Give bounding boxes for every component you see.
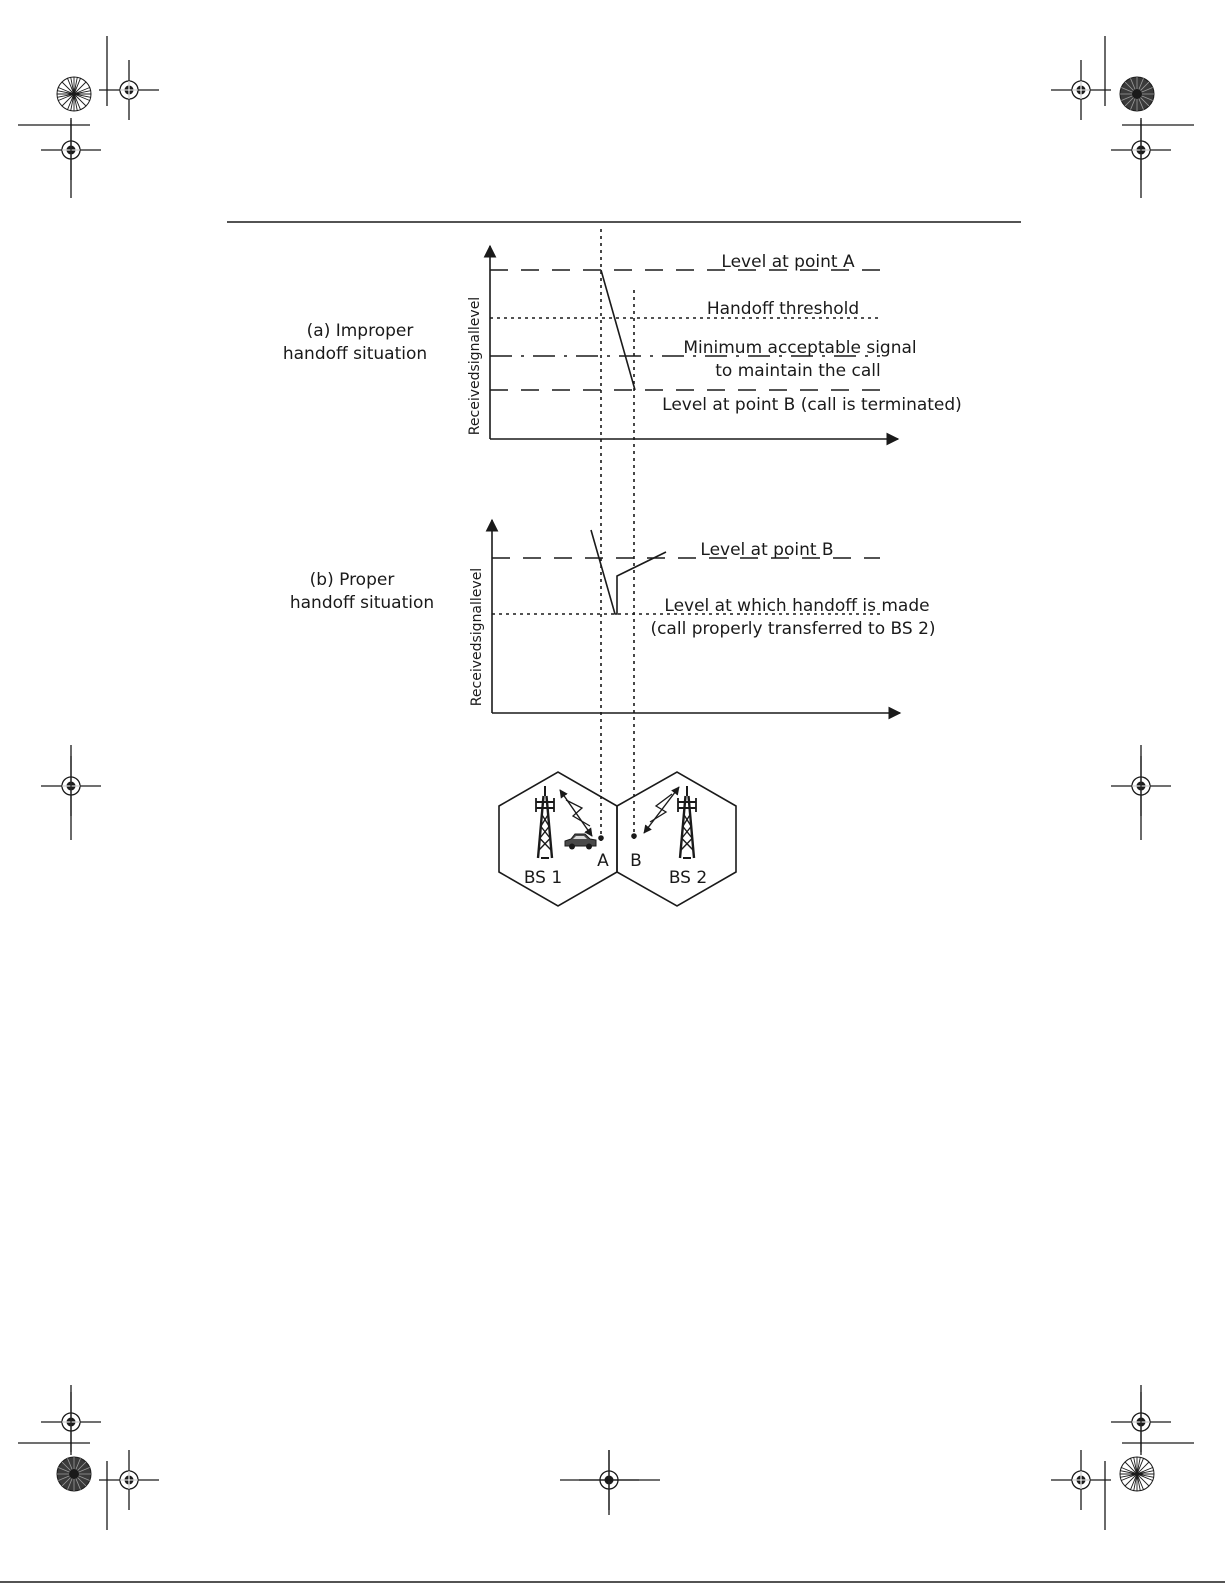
cell-tower-icon xyxy=(678,786,696,858)
panel-a xyxy=(283,246,962,439)
signal-drop-curve xyxy=(601,270,635,390)
label-handoff-made-line2: (call properly transferred to BS 2) xyxy=(650,619,936,639)
label-level-at-point-b-terminated: Level at point B (call is terminated) xyxy=(662,395,962,415)
point-a-label: A xyxy=(597,851,609,871)
color-bar-mark-top-right xyxy=(1120,77,1154,111)
label-minimum-signal-line2: to maintain the call xyxy=(715,361,881,381)
point-b-dot xyxy=(631,833,637,839)
panel-b-caption-line2: handoff situation xyxy=(289,593,435,613)
point-b-label: B xyxy=(630,851,642,871)
label-minimum-signal-line1: Minimum acceptable signal xyxy=(683,338,917,358)
signal-handoff-curve xyxy=(591,530,666,614)
cell-tower-icon xyxy=(536,786,554,858)
cell-diagram xyxy=(499,772,736,906)
point-a-dot xyxy=(598,835,604,841)
color-bar-mark-bottom-right xyxy=(1120,1457,1154,1491)
panel-a-caption-line2: handoff situation xyxy=(282,344,428,364)
panel-b-caption-line1: (b) Proper xyxy=(309,570,395,590)
label-level-at-point-a: Level at point A xyxy=(721,252,855,272)
label-handoff-threshold: Handoff threshold xyxy=(706,299,860,319)
bs1-label: BS 1 xyxy=(523,868,563,888)
car-icon xyxy=(565,834,596,850)
bs2-lightning-icon xyxy=(650,794,672,822)
color-bar-mark-top-left xyxy=(57,77,91,111)
label-handoff-made-line1: Level at which handoff is made xyxy=(664,596,930,616)
panel-b-y-axis-label: Receivedsignallevel xyxy=(469,567,485,707)
bs2-label: BS 2 xyxy=(668,868,708,888)
print-registration-marks xyxy=(0,36,1225,1582)
color-bar-mark-bottom-left xyxy=(57,1457,91,1491)
panel-b xyxy=(290,520,936,713)
panel-a-y-axis-label: Receivedsignallevel xyxy=(467,296,483,436)
panel-a-caption-line1: (a) Improper xyxy=(306,321,414,341)
label-level-at-point-b: Level at point B xyxy=(700,540,834,560)
